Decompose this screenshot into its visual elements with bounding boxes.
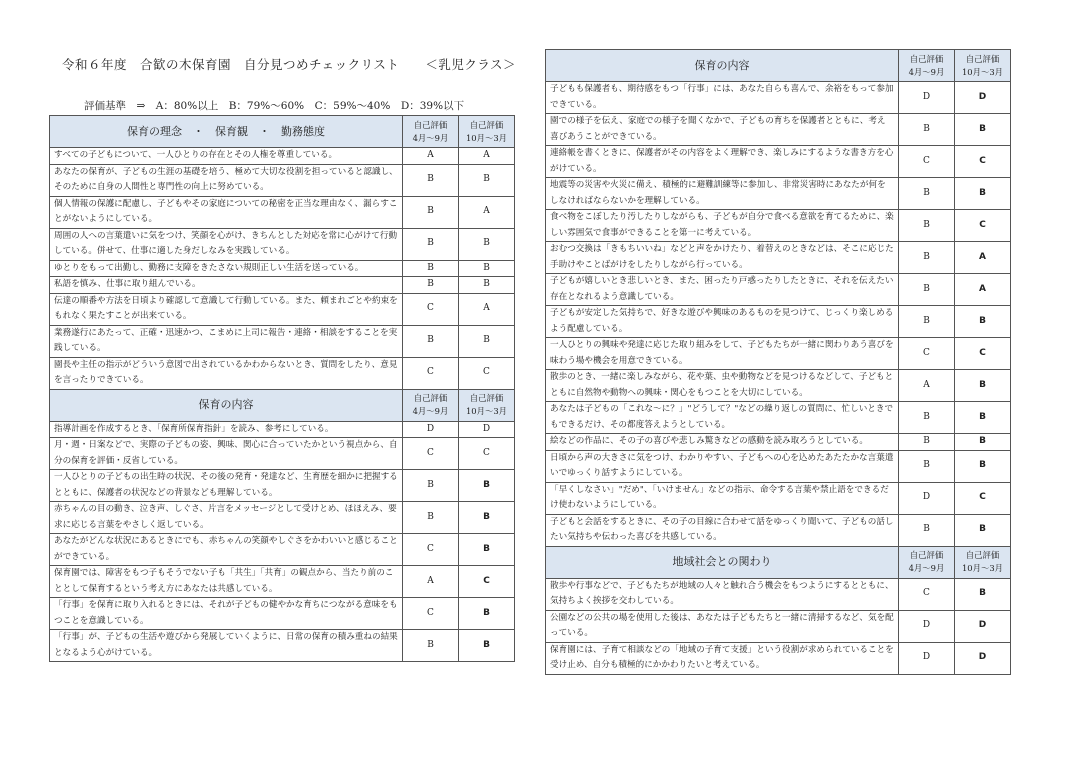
checklist-item: あなたは子どもの「これな～に？」"どうして？"などの繰り返しの質問に、忙しいときでもできるだけ、その都度答えようとしている。 [546, 402, 899, 434]
checklist-item: あなたがどんな状況にあるときにでも、赤ちゃんの笑顔やしぐさをかわいいと感じることができている。 [50, 534, 403, 566]
eval-first-half: B [403, 277, 459, 294]
eval-second-half: B [459, 277, 515, 294]
eval-second-half: A [459, 148, 515, 165]
checklist-item: 園長や主任の指示がどういう意図で出されているかわからないとき、質問をしたり、意見を言ったりできている。 [50, 357, 403, 389]
eval-first-half: A [899, 370, 955, 402]
table-row [50, 148, 515, 165]
eval-second-half: C [955, 482, 1011, 514]
checklist-item: 公園などの公共の場を使用した後は、あなたは子どもたちと一緒に清掃するなど、気を配っている。 [546, 610, 899, 642]
checklist-item: 子どもが安定した気持ちで、好きな遊びや興味のあるものを見つけて、じっくり楽しめるよう配慮している。 [546, 306, 899, 338]
table-row [546, 514, 1011, 546]
eval-first-half: C [403, 438, 459, 470]
eval-first-half: D [403, 421, 459, 438]
self-eval-first-half-header: 自己評価 4月～9月 [899, 50, 955, 82]
eval-first-half: B [403, 196, 459, 228]
eval-first-half: B [899, 210, 955, 242]
table-row [50, 228, 515, 260]
eval-first-half: A [403, 566, 459, 598]
checklist-item: 私語を慎み、仕事に取り組んでいる。 [50, 277, 403, 294]
table-row [546, 210, 1011, 242]
table-row [546, 610, 1011, 642]
table-row [546, 370, 1011, 402]
evaluation-criteria: 評価基準 ⇒ A：80%以上 B：79%～60% C：59%～40% D：39%以下 [84, 100, 465, 112]
eval-second-half: B [459, 228, 515, 260]
eval-second-half: B [459, 502, 515, 534]
eval-first-half: D [899, 482, 955, 514]
eval-first-half: D [899, 82, 955, 114]
eval-second-half: B [459, 325, 515, 357]
eval-first-half: B [899, 178, 955, 210]
checklist-table-left [49, 115, 515, 662]
eval-second-half: A [459, 196, 515, 228]
table-row [50, 164, 515, 196]
table-row [50, 325, 515, 357]
eval-first-half: C [899, 338, 955, 370]
eval-first-half: B [899, 306, 955, 338]
table-row [50, 598, 515, 630]
table-row [50, 630, 515, 662]
eval-second-half: C [955, 338, 1011, 370]
eval-first-half: B [403, 228, 459, 260]
table-row [546, 450, 1011, 482]
page-title: 令和６年度 合歓の木保育園 自分見つめチェックリスト ＜乳児クラス＞ [62, 57, 517, 72]
checklist-item: ゆとりをもって出勤し、勤務に支障をきたさない規則正しい生活を送っている。 [50, 260, 403, 277]
checklist-item: 月・週・日案などで、実際の子どもの姿、興味、関心に合っていたかという視点から、自分の保育を評価・反省している。 [50, 438, 403, 470]
eval-second-half: B [955, 514, 1011, 546]
checklist-item: 「行事」を保育に取り入れるときには、それが子どもの健やかな育ちにつながる意味をもつことを意識している。 [50, 598, 403, 630]
eval-second-half: B [459, 260, 515, 277]
self-eval-second-half-header: 自己評価 10月～3月 [459, 116, 515, 148]
eval-second-half: C [955, 146, 1011, 178]
eval-second-half: B [955, 306, 1011, 338]
checklist-item: 一人ひとりの興味や発達に応じた取り組みをして、子どもたちが一緒に関わりあう喜びを味わう場や機会を用意できている。 [546, 338, 899, 370]
table-row [50, 534, 515, 566]
table-row [50, 421, 515, 438]
checklist-item: 子どもも保護者も、期待感をもつ「行事」には、あなた自らも喜んで、余裕をもって参加できている。 [546, 82, 899, 114]
eval-second-half: C [459, 357, 515, 389]
eval-first-half: B [899, 114, 955, 146]
table-row [50, 277, 515, 294]
checklist-item: 業務遂行にあたって、正確・迅速かつ、こまめに上司に報告・連絡・相談をすることを実践している。 [50, 325, 403, 357]
section-heading: 保育の内容 [50, 389, 403, 421]
eval-second-half: B [459, 534, 515, 566]
eval-second-half: B [459, 470, 515, 502]
section-header [546, 546, 1011, 578]
eval-first-half: B [899, 402, 955, 434]
table-row [546, 274, 1011, 306]
checklist-item: 日頃から声の大きさに気をつけ、わかりやすい、子どもへの心を込めたあたたかな言葉遣いでゆっくり話すようにしている。 [546, 450, 899, 482]
eval-first-half: A [403, 148, 459, 165]
eval-second-half: D [459, 421, 515, 438]
checklist-item: 子どもが嬉しいとき悲しいとき、また、困ったり戸惑ったりしたときに、それを伝えたい存在となれるよう意識している。 [546, 274, 899, 306]
eval-first-half: B [899, 514, 955, 546]
table-row [50, 293, 515, 325]
checklist-item: 周囲の人への言葉遣いに気をつけ、笑顔を心がけ、きちんとした対応を常に心がけて行動している。併せて、仕事に適した身だしなみを実践している。 [50, 228, 403, 260]
eval-second-half: A [955, 242, 1011, 274]
table-row [546, 306, 1011, 338]
table-row [50, 260, 515, 277]
table-row [50, 438, 515, 470]
eval-second-half: C [459, 566, 515, 598]
table-row [546, 482, 1011, 514]
eval-first-half: C [899, 578, 955, 610]
table-row [546, 178, 1011, 210]
table-row [546, 402, 1011, 434]
checklist-item: 指導計画を作成するとき、「保育所保育指針」を読み、参考にしている。 [50, 421, 403, 438]
checklist-item: 一人ひとりの子どもの出生時の状況、その後の発育・発達など、生育歴を細かに把握するとともに、保護者の状況などの背景なども理解している。 [50, 470, 403, 502]
checklist-item: 散歩や行事などで、子どもたちが地域の人々と触れ合う機会をもつようにするとともに、気持ちよく挨拶を交わしている。 [546, 578, 899, 610]
section-header [50, 116, 515, 148]
eval-second-half: C [955, 210, 1011, 242]
table-row [546, 146, 1011, 178]
eval-first-half: B [899, 450, 955, 482]
self-eval-second-half-header: 自己評価 10月～3月 [955, 546, 1011, 578]
checklist-item: すべての子どもについて、一人ひとりの存在とその人権を尊重している。 [50, 148, 403, 165]
table-row [546, 434, 1011, 451]
eval-second-half: B [955, 578, 1011, 610]
table-row [50, 196, 515, 228]
eval-first-half: C [403, 357, 459, 389]
checklist-table-right [545, 49, 1011, 675]
checklist-item: 伝達の順番や方法を日頃より確認して意識して行動している。また、頼まれごとや約束をもれなく果たすことが出来ている。 [50, 293, 403, 325]
eval-first-half: C [403, 598, 459, 630]
checklist-item: 園での様子を伝え、家庭での様子を聞くなかで、子どもの育ちを保護者とともに、考え喜びあうことができている。 [546, 114, 899, 146]
checklist-item: 保育園には、子育て相談などの「地域の子育て支援」という役割が求められていることを受け止め、自分も積極的にかかわりたいと考えている。 [546, 642, 899, 674]
eval-second-half: B [459, 630, 515, 662]
eval-second-half: B [955, 114, 1011, 146]
eval-first-half: C [403, 293, 459, 325]
checklist-item: 絵などの作品に、その子の喜びや悲しみ驚きなどの感動を読み取ろうとしている。 [546, 434, 899, 451]
eval-first-half: B [403, 470, 459, 502]
table-row [546, 82, 1011, 114]
eval-second-half: D [955, 82, 1011, 114]
eval-second-half: B [459, 598, 515, 630]
eval-first-half: B [899, 242, 955, 274]
checklist-item: 地震等の災害や火災に備え、積極的に避難訓練等に参加し、非常災害時にあなたが何をしなければならないかを理解している。 [546, 178, 899, 210]
section-heading: 保育の内容 [546, 50, 899, 82]
eval-second-half: A [955, 274, 1011, 306]
eval-first-half: B [403, 164, 459, 196]
table-row [546, 642, 1011, 674]
checklist-item: 保育園では、障害をもつ子もそうでない子も「共生」「共育」の観点から、当たり前のこととして保育するという考え方にあなたは共感している。 [50, 566, 403, 598]
eval-second-half: C [459, 438, 515, 470]
table-row [546, 242, 1011, 274]
eval-first-half: B [403, 502, 459, 534]
checklist-item: 「行事」が、子どもの生活や遊びから発展していくように、日常の保育の積み重ねの結果となるよう心がけている。 [50, 630, 403, 662]
table-row [546, 338, 1011, 370]
eval-second-half: B [955, 450, 1011, 482]
checklist-item: 子どもと会話をするときに、その子の目線に合わせて話をゆっくり聞いて、子どもの話したい気持ちや伝わった喜びを共感している。 [546, 514, 899, 546]
self-eval-second-half-header: 自己評価 10月～3月 [459, 389, 515, 421]
self-eval-first-half-header: 自己評価 4月～9月 [899, 546, 955, 578]
table-row [546, 114, 1011, 146]
checklist-item: 個人情報の保護に配慮し、子どもやその家庭についての秘密を正当な理由なく、漏らすことがないようにしている。 [50, 196, 403, 228]
table-row [50, 470, 515, 502]
table-row [50, 566, 515, 598]
checklist-item: 「早くしなさい」"だめ"、「いけません」などの指示、命令する言葉や禁止語をできるだけ使わないようにしている。 [546, 482, 899, 514]
table-row [50, 502, 515, 534]
checklist-item: あなたの保育が、子どもの生涯の基礎を培う、極めて大切な役割を担っていると認識し、そのために自身の人間性と専門性の向上に努めている。 [50, 164, 403, 196]
section-header [546, 50, 1011, 82]
checklist-item: 食べ物をこぼしたり汚したりしながらも、子どもが自分で食べる意欲を育てるために、楽しい雰囲気で食事ができることを第一に考えている。 [546, 210, 899, 242]
section-heading: 保育の理念 ・ 保育観 ・ 勤務態度 [50, 116, 403, 148]
self-eval-first-half-header: 自己評価 4月～9月 [403, 389, 459, 421]
eval-second-half: D [955, 642, 1011, 674]
eval-second-half: A [459, 293, 515, 325]
checklist-item: 散歩のとき、一緒に楽しみながら、花や葉、虫や動物などを見つけるなどして、子どもとともに自然物や動物への興味・関心をもつことを大切にしている。 [546, 370, 899, 402]
checklist-item: おむつ交換は「きもちいいね」などと声をかけたり、着替えのときなどは、そこに応じた手助けやことばがけをしたりしながら行っている。 [546, 242, 899, 274]
eval-second-half: B [459, 164, 515, 196]
eval-first-half: B [403, 260, 459, 277]
eval-second-half: B [955, 370, 1011, 402]
eval-first-half: C [899, 146, 955, 178]
eval-second-half: D [955, 610, 1011, 642]
eval-first-half: B [403, 630, 459, 662]
section-heading: 地域社会との関わり [546, 546, 899, 578]
eval-second-half: B [955, 434, 1011, 451]
self-eval-second-half-header: 自己評価 10月～3月 [955, 50, 1011, 82]
eval-first-half: B [899, 434, 955, 451]
self-eval-first-half-header: 自己評価 4月～9月 [403, 116, 459, 148]
checklist-item: 赤ちゃんの目の動き、泣き声、しぐさ、片言をメッセージとして受けとめ、ほほえみ、要求に応じる言葉をやさしく返している。 [50, 502, 403, 534]
table-row [50, 357, 515, 389]
eval-first-half: B [403, 325, 459, 357]
eval-first-half: D [899, 610, 955, 642]
eval-first-half: D [899, 642, 955, 674]
checklist-item: 連絡帳を書くときに、保護者がその内容をよく理解でき、楽しみにするような書き方を心がけている。 [546, 146, 899, 178]
eval-first-half: C [403, 534, 459, 566]
table-row [546, 578, 1011, 610]
eval-first-half: B [899, 274, 955, 306]
section-header [50, 389, 515, 421]
eval-second-half: B [955, 178, 1011, 210]
eval-second-half: B [955, 402, 1011, 434]
